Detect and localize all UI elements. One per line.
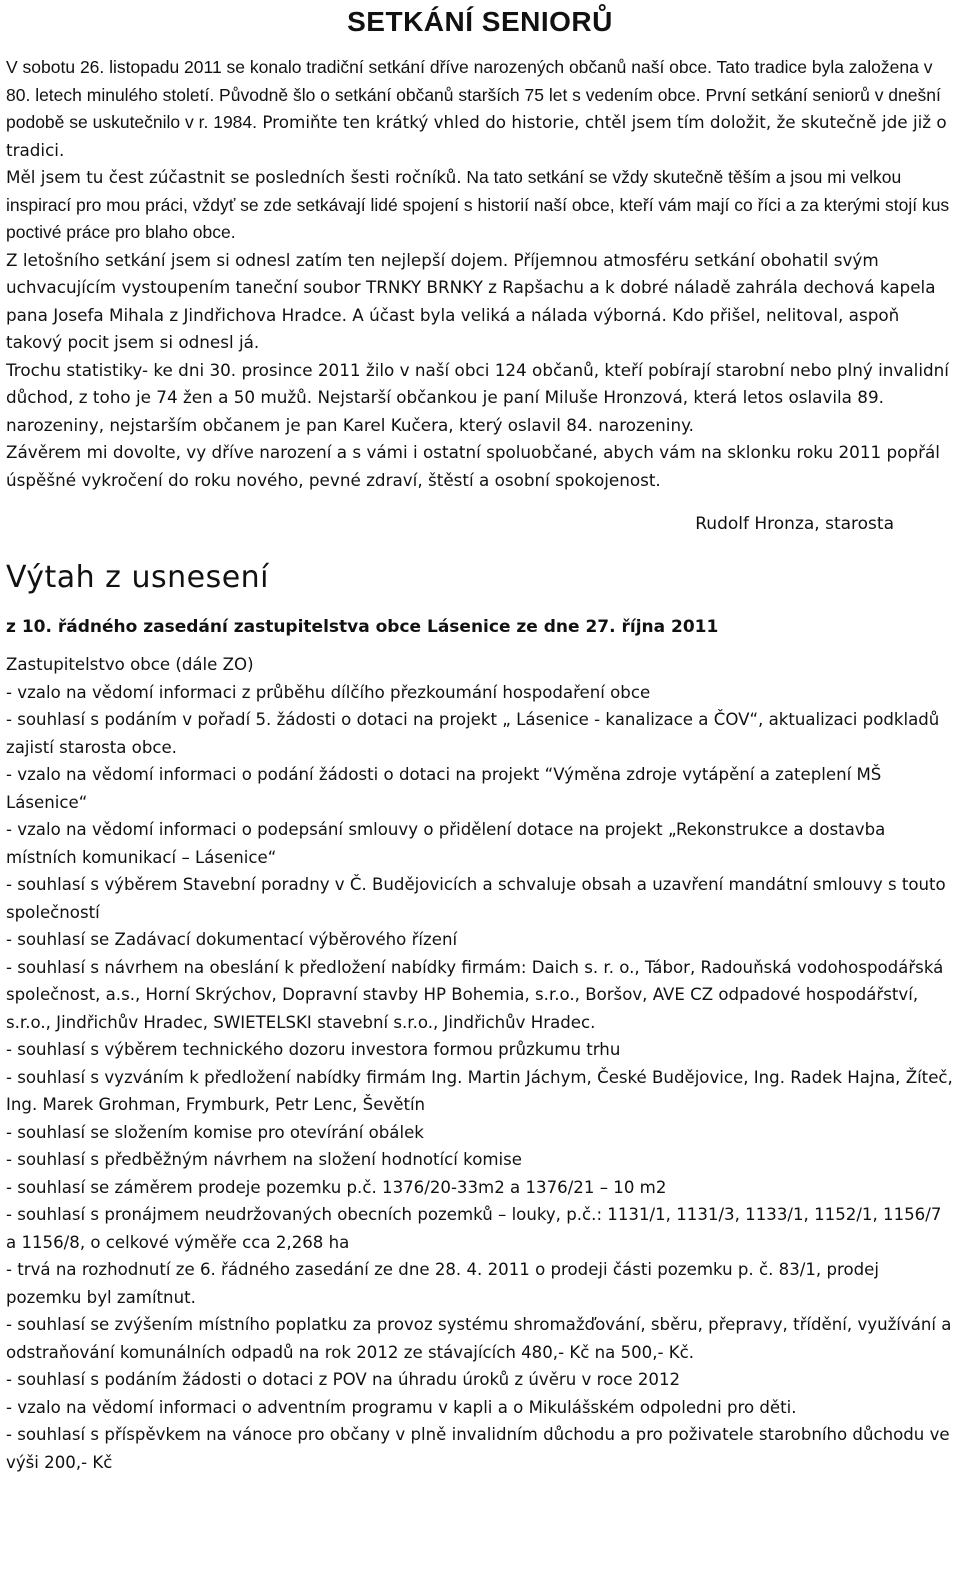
intro-text-2a: Měl jsem tu čest zúčastnit se posledních šesti ročníků.	[6, 167, 462, 187]
intro-text-1a: V sobotu 26. listopadu 2011 se konalo tradiční setkání dříve narozených občanů naší obce. Tato tradice byla založena v 80. letech minulého století. Původně šlo o setkání občanů starších 75 let s vedením obce. První setkání seniorů v dnešní podobě se uskutečnilo v r. 1984.	[6, 57, 941, 132]
resolution-item: - souhlasí s předběžným návrhem na složení hodnotící komise	[6, 1150, 522, 1169]
resolution-item: - souhlasí s podáním žádosti o dotaci z POV na úhradu úroků z úvěru v roce 2012	[6, 1370, 681, 1389]
intro-text-1b: Promiňte ten krátký vhled do historie, chtěl jsem tím doložit, že skutečně jde již o tradici.	[6, 112, 947, 160]
intro-text-2b: Na tato setkání se vždy skutečně těším a jsou mi velkou inspirací pro mou práci, vždyť se zde setkávají lidé spojení s historií naší obce, kteří vám mají co říci a za kterými stojí kus poctivé práce pro blaho obce.	[6, 167, 950, 242]
resolution-item: - souhlasí s příspěvkem na vánoce pro občany v plně invalidním důchodu a pro poživatele starobního důchodu ve výši 200,- Kč	[6, 1425, 950, 1472]
resolution-item: - trvá na rozhodnutí ze 6. řádného zasedání ze dne 28. 4. 2011 o prodeji části pozemku p. č. 83/1, prodej pozemku byl zamítnut.	[6, 1260, 879, 1307]
resolution-item: - souhlasí s výběrem technického dozoru investora formou průzkumu trhu	[6, 1040, 621, 1059]
intro-paragraph-3: Z letošního setkání jsem si odnesl zatím ten nejlepší dojem. Příjemnou atmosféru setkání obohatil svým uchvacujícím vystoupením taneční soubor TRNKY BRNKY z Rapšachu a k dobré náladě zahrála dechová kapela pana Josefa Mihala z Jindřichova Hradce. A účast byla veliká a nálada výborná. Kdo přišel, nelitoval, aspoň takový pocit jsem si odnesl já.	[6, 249, 936, 352]
resolution-item: - vzalo na vědomí informaci o adventním programu v kapli a o Mikulášském odpoledni pro děti.	[6, 1397, 797, 1417]
resolution-item: - souhlasí s vyzváním k předložení nabídky firmám Ing. Martin Jáchym, České Budějovice, Ing. Radek Hajna, Žíteč, Ing. Marek Grohman, Frymburk, Petr Lenc, Ševětín	[6, 1067, 953, 1114]
resolution-item: - vzalo na vědomí informaci o podepsání smlouvy o přidělení dotace na projekt „Rekonstrukce a dostavba místních komunikací – Lásenice“	[6, 820, 886, 867]
section-title: Výtah z usnesení	[6, 560, 269, 595]
intro-paragraph-1	[6, 54, 954, 164]
intro-paragraph-4: Trochu statistiky- ke dni 30. prosince 2011 žilo v naší obci 124 občanů, kteří pobírají starobní nebo plný invalidní důchod, z toho je 74 žen a 50 mužů. Nejstarší občankou je paní Miluše Hronzová, která letos oslavila 89. narozeniny, nejstarším občanem je pan Karel Kučera, který oslavil 84. narozeniny.	[6, 359, 949, 435]
resolutions-list	[6, 651, 954, 1476]
signature: Rudolf Hronza, starosta	[695, 514, 894, 534]
resolution-item: - souhlasí se záměrem prodeje pozemku p.č. 1376/20-33m2 a 1376/21 – 10 m2	[6, 1177, 667, 1197]
page-title: SETKÁNÍ SENIORŮ	[347, 6, 613, 37]
resolution-item: - souhlasí se složením komise pro otevírání obálek	[6, 1122, 424, 1142]
intro-paragraph-5: Závěrem mi dovolte, vy dříve narození a s vámi i ostatní spoluobčané, abych vám na sklonku roku 2011 popřál úspěšné vykročení do roku nového, pevné zdraví, štěstí a osobní spokojenost.	[6, 442, 940, 490]
resolution-item: - vzalo na vědomí informaci z průběhu dílčího přezkoumání hospodaření obce	[6, 682, 651, 702]
resolution-item: Zastupitelstvo obce (dále ZO)	[6, 655, 254, 674]
resolution-item: - souhlasí se zvýšením místního poplatku za provoz systému shromažďování, sběru, přepravy, třídění, využívání a odstraňování komunálních odpadů na rok 2012 ze stávajících 480,- Kč na 500,- Kč.	[6, 1315, 952, 1362]
resolution-item: - souhlasí s výběrem Stavební poradny v Č. Budějovicích a schvaluje obsah a uzavření mandátní smlouvy s touto společností	[6, 875, 946, 922]
resolution-item: - vzalo na vědomí informaci o podání žádosti o dotaci na projekt “Výměna zdroje vytápění a zateplení MŠ Lásenice“	[6, 765, 882, 812]
document-page	[0, 6, 960, 1574]
resolution-item: - souhlasí se Zadávací dokumentací výběrového řízení	[6, 930, 458, 949]
resolution-item: - souhlasí s pronájmem neudržovaných obecních pozemků – louky, p.č.: 1131/1, 1131/3, 1133/1, 1152/1, 1156/7 a 1156/8, o celkové výměře cca 2,268 ha	[6, 1205, 942, 1252]
intro-paragraph-2	[6, 164, 954, 247]
resolution-item: - souhlasí s návrhem na obeslání k předložení nabídky firmám: Daich s. r. o., Tábor, Radouňská vodohospodářská společnost, a.s., Horní Skrýchov, Dopravní stavby HP Bohemia, s.r.o., Boršov, AVE CZ odpadové hospodářství, s.r.o., Jindřichův Hradec, SWIETELSKI stavební s.r.o., Jindřichův Hradec.	[6, 957, 944, 1032]
meeting-heading: z 10. řádného zasedání zastupitelstva obce Lásenice ze dne 27. října 2011	[6, 617, 719, 637]
resolution-item: - souhlasí s podáním v pořadí 5. žádosti o dotaci na projekt „ Lásenice - kanalizace a ČOV“, aktualizaci podkladů zajistí starosta obce.	[6, 710, 940, 757]
